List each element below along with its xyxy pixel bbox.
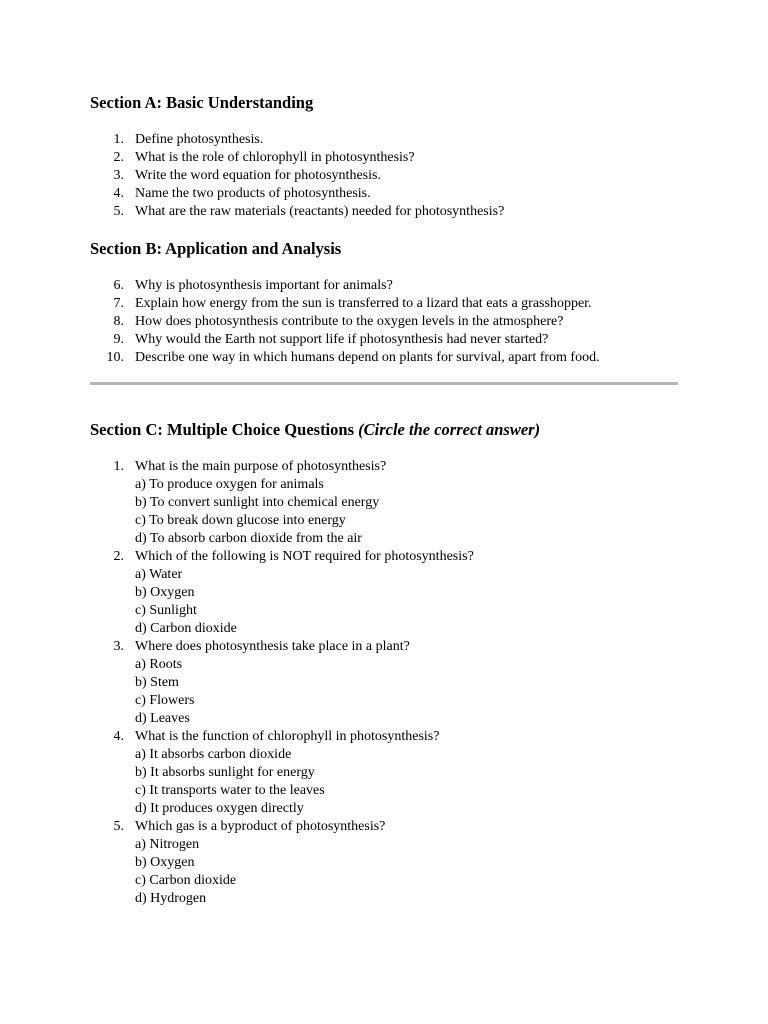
question-item	[90, 203, 504, 221]
question-item	[90, 277, 600, 295]
question-number: 7.	[113, 296, 124, 311]
answer-option[interactable]: b) Stem	[135, 675, 179, 690]
question-number: 1.	[113, 132, 124, 147]
mcq-item	[90, 818, 474, 908]
answer-option[interactable]: d) Carbon dioxide	[135, 621, 237, 636]
question-text: Name the two products of photosynthesis.	[135, 186, 371, 201]
question-number: 1.	[113, 459, 124, 474]
question-number: 5.	[113, 819, 124, 834]
mcq-item	[90, 458, 474, 548]
answer-option[interactable]: b) To convert sunlight into chemical energy	[135, 495, 380, 510]
question-number: 2.	[113, 150, 124, 165]
question-item	[90, 313, 600, 331]
section-b-question-list	[90, 277, 600, 367]
option-list	[135, 836, 474, 908]
question-item	[90, 295, 600, 313]
question-number: 3.	[113, 639, 124, 654]
question-item	[90, 167, 504, 185]
section-a-heading: Section A: Basic Understanding	[90, 93, 314, 112]
question-text: What are the raw materials (reactants) needed for photosynthesis?	[135, 204, 505, 219]
question-number: 2.	[113, 549, 124, 564]
section-c-heading	[90, 420, 540, 440]
question-text: What is the function of chlorophyll in photosynthesis?	[135, 729, 440, 744]
question-item	[90, 331, 600, 349]
question-text: Explain how energy from the sun is transferred to a lizard that eats a grasshopper.	[135, 296, 592, 311]
answer-option[interactable]: a) Roots	[135, 657, 183, 672]
mcq-item	[90, 548, 474, 638]
question-text: How does photosynthesis contribute to the oxygen levels in the atmosphere?	[135, 314, 564, 329]
section-c-title: Section C: Multiple Choice Questions	[90, 420, 359, 439]
question-number: 5.	[113, 204, 124, 219]
question-number: 4.	[113, 186, 124, 201]
question-number: 4.	[113, 729, 124, 744]
question-item	[90, 149, 504, 167]
answer-option[interactable]: d) Hydrogen	[135, 891, 207, 906]
question-number: 3.	[113, 168, 124, 183]
answer-option[interactable]: a) To produce oxygen for animals	[135, 477, 324, 492]
question-text: Why would the Earth not support life if photosynthesis had never started?	[135, 332, 549, 347]
answer-option[interactable]: b) It absorbs sunlight for energy	[135, 765, 315, 780]
answer-option[interactable]: c) To break down glucose into energy	[135, 513, 346, 528]
option-list	[135, 566, 474, 638]
answer-option[interactable]: d) Leaves	[135, 711, 190, 726]
question-text: What is the main purpose of photosynthesis?	[135, 459, 387, 474]
question-text: Why is photosynthesis important for animals?	[135, 278, 393, 293]
answer-option[interactable]: a) Water	[135, 567, 183, 582]
answer-option[interactable]: a) It absorbs carbon dioxide	[135, 747, 292, 762]
mcq-item	[90, 728, 474, 818]
question-number: 9.	[113, 332, 124, 347]
option-list	[135, 476, 474, 548]
question-item	[90, 349, 600, 367]
section-a-question-list	[90, 131, 504, 221]
answer-option[interactable]: c) Sunlight	[135, 603, 197, 618]
question-text: Which of the following is NOT required for photosynthesis?	[135, 549, 474, 564]
option-list	[135, 656, 474, 728]
question-text: Write the word equation for photosynthesis.	[135, 168, 381, 183]
answer-option[interactable]: b) Oxygen	[135, 855, 195, 870]
question-item	[90, 185, 504, 203]
section-c-instruction: (Circle the correct answer)	[358, 420, 541, 439]
question-number: 6.	[113, 278, 124, 293]
question-text: Which gas is a byproduct of photosynthesis?	[135, 819, 386, 834]
question-number: 8.	[113, 314, 124, 329]
question-text: Define photosynthesis.	[135, 132, 264, 147]
answer-option[interactable]: c) Carbon dioxide	[135, 873, 237, 888]
question-item	[90, 131, 504, 149]
answer-option[interactable]: a) Nitrogen	[135, 837, 200, 852]
answer-option[interactable]: c) Flowers	[135, 693, 195, 708]
question-number: 10.	[106, 350, 124, 365]
section-divider	[90, 382, 678, 385]
question-text: What is the role of chlorophyll in photosynthesis?	[135, 150, 415, 165]
mcq-item	[90, 638, 474, 728]
option-list	[135, 746, 474, 818]
answer-option[interactable]: d) To absorb carbon dioxide from the air	[135, 531, 362, 546]
section-c-question-list	[90, 458, 474, 908]
section-b-heading: Section B: Application and Analysis	[90, 239, 342, 258]
question-text: Where does photosynthesis take place in a plant?	[135, 639, 410, 654]
answer-option[interactable]: c) It transports water to the leaves	[135, 783, 325, 798]
question-text: Describe one way in which humans depend on plants for survival, apart from food.	[135, 350, 600, 365]
answer-option[interactable]: d) It produces oxygen directly	[135, 801, 304, 816]
answer-option[interactable]: b) Oxygen	[135, 585, 195, 600]
